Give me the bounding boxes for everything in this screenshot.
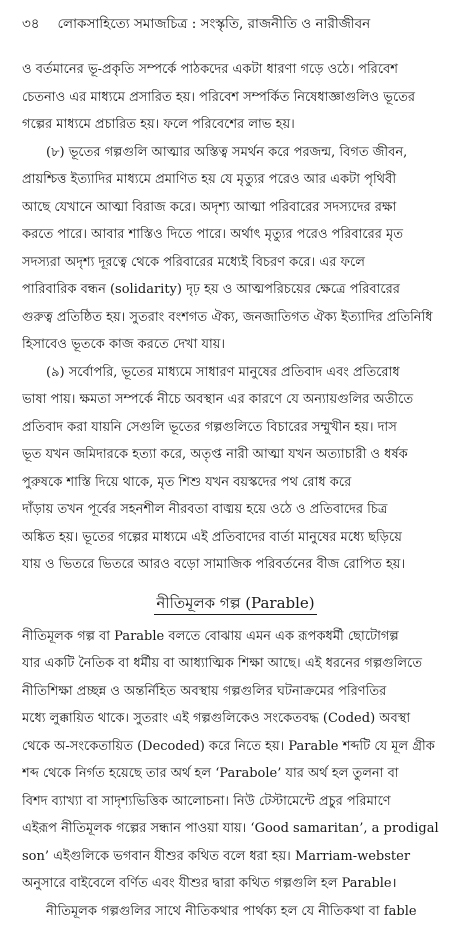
page-number: ৩৪ xyxy=(22,14,40,34)
text-line: এইরূপ নীতিমূলক গল্পের সন্ধান পাওয়া যায়। ‘Good samaritan’, a prodigal xyxy=(22,815,449,843)
text-line: আছে যেখানে আত্মা বিরাজ করে। অদৃশ্য আত্মা পরিবারের সদস্যদের রক্ষা xyxy=(22,194,449,222)
text-line: সদস্যরা অদৃশ্য দূরত্বে থেকে পরিবারের মধ্যেই বিচরণ করে। এর ফলে xyxy=(22,249,449,277)
paragraph-parable-definition xyxy=(22,623,449,898)
paragraph-parable-vs-fable xyxy=(22,898,449,925)
text-line: ভূত যখন জমিদারকে হত্যা করে, অতৃপ্ত নারী আত্মা যখন অত্যাচারী ও ধর্ষক xyxy=(22,441,449,469)
text-line: (৯) সর্বোপরি, ভূতের মাধ্যমে সাধারণ মানুষের প্রতিবাদ এবং প্রতিরোধ xyxy=(22,359,449,387)
text-line: যায় ও ভিতরে ভিতরে আরও বড়ো সামাজিক পরিবর্তনের বীজ রোপিত হয়। xyxy=(22,551,449,579)
text-line: করতে পারে। আবার শাস্তিও দিতে পারে। অর্থাৎ মৃত্যুর পরেও পরিবারের মৃত xyxy=(22,221,449,249)
paragraph-point-8 xyxy=(22,139,449,359)
text-line: হিসাবেও ভূতকে কাজ করতে দেখা যায়। xyxy=(22,331,449,359)
running-title: লোকসাহিত্যে সমাজচিত্র : সংস্কৃতি, রাজনীতি ও নারীজীবন xyxy=(58,14,371,34)
running-header xyxy=(22,14,449,34)
body-text xyxy=(22,56,449,579)
paragraph-point-9 xyxy=(22,359,449,579)
section-heading xyxy=(22,591,449,615)
text-line: ও বর্তমানের ভূ-প্রকৃতি সম্পর্কে পাঠকদের একটা ধারণা গড়ে ওঠে। পরিবেশ xyxy=(22,56,449,84)
text-line: son’ এইগুলিকে ভগবান যীশুর কথিত বলে ধরা হয়। Marriam-webster xyxy=(22,843,449,871)
text-line: থেকে অ-সংকেতায়িত (Decoded) করে নিতে হয়। Parable শব্দটি যে মূল গ্রীক xyxy=(22,733,449,761)
text-line: পারিবারিক বন্ধন (solidarity) দৃঢ় হয় ও আত্মপরিচয়ের ক্ষেত্রে পরিবারের xyxy=(22,276,449,304)
text-line: দাঁড়ায় তখন পূর্বের সহনশীল নীরবতা বাঙ্ময় হয়ে ওঠে ও প্রতিবাদের চিত্র xyxy=(22,496,449,524)
text-line: অনুসারে বাইবেলে বর্ণিত এবং যীশুর দ্বারা কথিত গল্পগুলি হল Parable। xyxy=(22,870,449,898)
text-line: নীতিমূলক গল্পগুলির সাথে নীতিকথার পার্থক্য হল যে নীতিকথা বা fable xyxy=(22,898,449,925)
text-line: ভাষা পায়। ক্ষমতা সম্পর্কে নীচে অবস্থান এর কারণে যে অন্যায়গুলির অতীতে xyxy=(22,386,449,414)
text-line: যার একটি নৈতিক বা ধর্মীয় বা আধ্যাত্মিক শিক্ষা আছে। এই ধরনের গল্পগুলিতে xyxy=(22,650,449,678)
text-line: নীতিমূলক গল্প বা Parable বলতে বোঝায় এমন এক রূপকধর্মী ছোটোগল্প xyxy=(22,623,449,651)
text-line: মধ্যে লুক্কায়িত থাকে। সুতরাং এই গল্পগুলিকেও সংকেতবদ্ধ (Coded) অবস্থা xyxy=(22,705,449,733)
text-line: প্রতিবাদ করা যায়নি সেগুলি ভূতের গল্পগুলিতে বিচারের সম্মুখীন হয়। দাস xyxy=(22,414,449,442)
text-line: বিশদ ব্যাখ্যা বা সাদৃশ্যভিত্তিক আলোচনা। নিউ টেস্টামেন্টে প্রচুর পরিমাণে xyxy=(22,788,449,816)
text-line: অঙ্কিত হয়। ভূতের গল্পের মাধ্যমে এই প্রতিবাদের বার্তা মানুষের মধ্যে ছড়িয়ে xyxy=(22,524,449,552)
text-line: প্রায়শ্চিত্ত ইত্যাদির মাধ্যমে প্রমাণিত হয় যে মৃত্যুর পরেও আর একটা পৃথিবী xyxy=(22,166,449,194)
text-line: গুরুত্ব প্রতিষ্ঠিত হয়। সুতরাং বংশগত ঐক্য, জনজাতিগত ঐক্য ইত্যাদির প্রতিনিধি xyxy=(22,304,449,332)
text-line: (৮) ভূতের গল্পগুলি আত্মার অস্তিত্ব সমর্থন করে পরজন্ম, বিগত জীবন, xyxy=(22,139,449,167)
section-heading-text: নীতিমূলক গল্প (Parable) xyxy=(154,594,316,615)
text-line: পুরুষকে শাস্তি দিয়ে থাকে, মৃত শিশু যখন বয়স্কদের পথ রোধ করে xyxy=(22,469,449,497)
section-body xyxy=(22,623,449,925)
text-line: শব্দ থেকে নির্গত হয়েছে তার অর্থ হল ‘Parabole’ যার অর্থ হল তুলনা বা xyxy=(22,760,449,788)
text-line: চেতনাও এর মাধ্যমে প্রসারিত হয়। পরিবেশ সম্পর্কিত নিষেধাজ্ঞাগুলিও ভূতের xyxy=(22,84,449,112)
text-line: নীতিশিক্ষা প্রচ্ছন্ন ও অন্তর্নিহিত অবস্থায় গল্পগুলির ঘটনাক্রমের পরিণতির xyxy=(22,678,449,706)
text-line: গল্পের মাধ্যমে প্রচারিত হয়। ফলে পরিবেশের লাভ হয়। xyxy=(22,111,449,139)
paragraph-environment xyxy=(22,56,449,139)
